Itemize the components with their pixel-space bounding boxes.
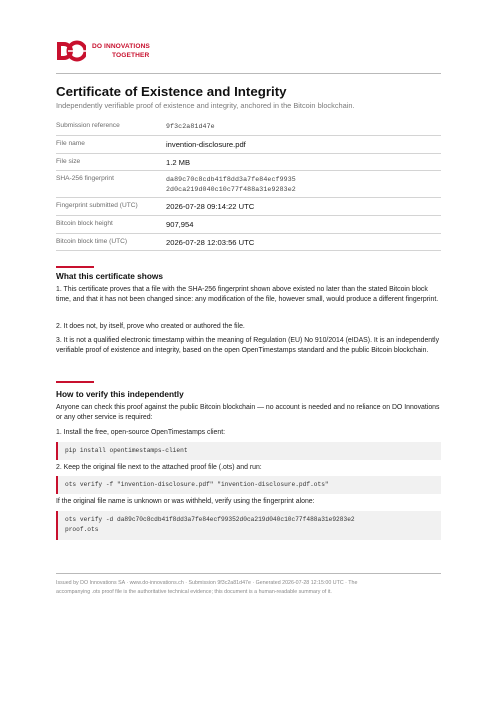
code-install: pip install opentimestamps-client bbox=[65, 447, 188, 454]
detail-row-fingerprint bbox=[56, 171, 441, 198]
section-heading-verify: How to verify this independently bbox=[56, 389, 184, 399]
footer-note bbox=[56, 579, 442, 597]
detail-value: 1.2 MB bbox=[166, 158, 191, 167]
shows-item-2: 2. It does not, by itself, prove who created or authored the file. bbox=[56, 323, 245, 330]
verify-step-2: 2. Keep the original file next to the attached proof file (.ots) and run: bbox=[56, 464, 262, 471]
details-table bbox=[56, 118, 441, 251]
code-verify-digest-line1: ots verify -d da89c70c8cdb41f8dd3a7fe84ecf99352d0ca219d040c10c77f488a31e9283e2 bbox=[65, 516, 355, 523]
detail-row-block-height bbox=[56, 216, 441, 234]
do-innovations-logo-icon bbox=[56, 40, 86, 62]
code-verify-digest-line2: proof.ots bbox=[65, 526, 99, 533]
code-block-verify-digest bbox=[56, 511, 441, 540]
brand-wordmark bbox=[92, 42, 150, 60]
verify-step-3: If the original file name is unknown or was withheld, verify using the fingerprint alone: bbox=[56, 498, 315, 505]
brand-line1: DO INNOVATIONS bbox=[92, 43, 150, 50]
detail-value: 9f3c2a81d47e bbox=[166, 123, 215, 130]
detail-label: Submission reference bbox=[56, 122, 120, 129]
detail-value bbox=[166, 171, 441, 197]
verify-intro: Anyone can check this proof against the public Bitcoin blockchain — no account is needed and no reliance on DO Innovations or any other service is required: bbox=[56, 404, 440, 421]
detail-row-submission bbox=[56, 118, 441, 136]
detail-row-submitted bbox=[56, 198, 441, 216]
shows-item-3: 3. It is not a qualified electronic timestamp within the meaning of Regulation (EU) No 910/2014 (eIDAS). It is an independently verifiable proof of existence and integrity, based on the open OpenTimestamps standard and the public Bitcoin blockchain. bbox=[56, 337, 440, 354]
detail-value: invention-disclosure.pdf bbox=[166, 140, 246, 149]
detail-label: Fingerprint submitted (UTC) bbox=[56, 202, 138, 209]
verify-step-1: 1. Install the free, open-source OpenTimestamps client: bbox=[56, 429, 226, 436]
detail-value: 2026-07-28 12:03:56 UTC bbox=[166, 238, 255, 247]
detail-value: 2026-07-28 09:14:22 UTC bbox=[166, 202, 255, 211]
detail-value: 907,954 bbox=[166, 220, 194, 229]
shows-item-1: 1. This certificate proves that a file with the SHA-256 fingerprint shown above existed no later than the stated Bitcoin block time, and that it has not been changed since: any modification of the file, however small, would produce a different fingerprint. bbox=[56, 286, 439, 303]
code-verify-file: ots verify -f "invention-disclosure.pdf" "invention-disclosure.pdf.ots" bbox=[65, 481, 329, 488]
footer-divider bbox=[56, 573, 441, 574]
fingerprint-line2: 2d0ca219d040c10c77f488a31e9283e2 bbox=[166, 186, 296, 193]
brand-line2: TOGETHER bbox=[112, 52, 150, 59]
header-divider bbox=[56, 73, 441, 74]
section-accent bbox=[56, 381, 94, 383]
fingerprint-line1: da89c70c8cdb41f8dd3a7fe84ecf9935 bbox=[166, 176, 296, 183]
code-block-verify-file bbox=[56, 476, 441, 494]
detail-label: File name bbox=[56, 140, 85, 147]
code-block-install bbox=[56, 442, 441, 460]
detail-label: Bitcoin block height bbox=[56, 220, 113, 227]
page-subtitle: Independently verifiable proof of existence and integrity, anchored in the Bitcoin blockchain. bbox=[56, 101, 355, 110]
section-heading-shows: What this certificate shows bbox=[56, 271, 163, 281]
footer-line2: accompanying .ots proof file is the authoritative technical evidence; this document is a human-readable summary of it. bbox=[56, 589, 332, 595]
page-title: Certificate of Existence and Integrity bbox=[56, 84, 287, 99]
brand-logo bbox=[56, 40, 150, 62]
detail-row-filesize bbox=[56, 154, 441, 171]
detail-label: SHA-256 fingerprint bbox=[56, 175, 114, 182]
detail-row-filename bbox=[56, 136, 441, 154]
footer-line1: Issued by DO Innovations SA · www.do-innovations.ch · Submission 9f3c2a81d47e · Generated 2026-07-28 12:15:00 UTC · The bbox=[56, 580, 358, 586]
detail-label: File size bbox=[56, 158, 81, 165]
detail-label: Bitcoin block time (UTC) bbox=[56, 238, 128, 245]
section-accent bbox=[56, 266, 94, 268]
detail-row-block-time bbox=[56, 234, 441, 251]
